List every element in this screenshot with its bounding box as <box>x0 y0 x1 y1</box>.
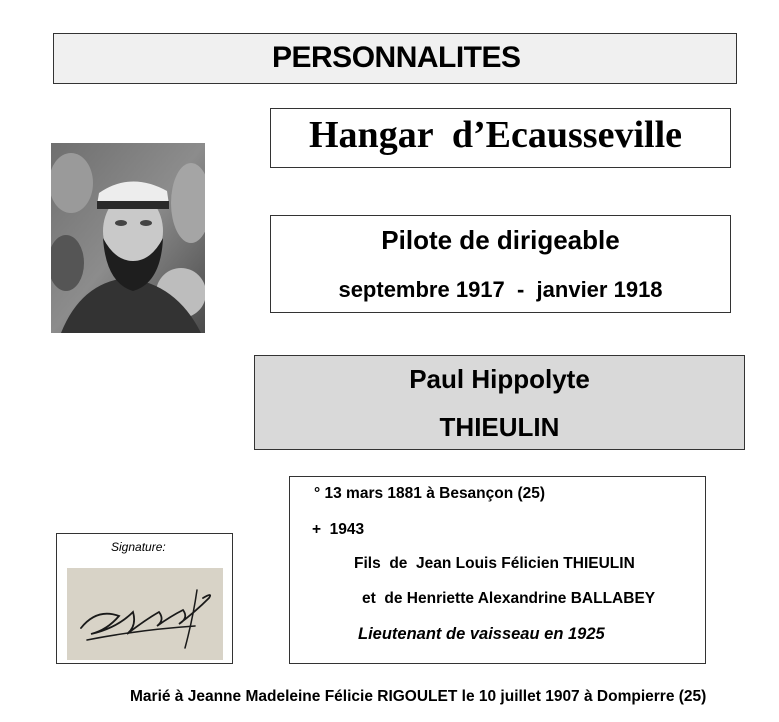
role-period: septembre 1917 - janvier 1918 <box>338 277 663 302</box>
father-text: Fils de Jean Louis Félicien THIEULIN <box>354 555 635 572</box>
signature-box <box>56 533 233 664</box>
portrait-photo <box>51 143 205 333</box>
person-first-names: Paul Hippolyte <box>409 364 590 394</box>
marriage-footer: Marié à Jeanne Madeleine Félicie RIGOULET le 10 juillet 1907 à Dompierre (25) <box>130 688 707 705</box>
page-title: PERSONNALITES <box>272 41 521 74</box>
name-box <box>254 355 745 450</box>
rank-text: Lieutenant de vaisseau en 1925 <box>358 625 605 643</box>
mother-text: et de Henriette Alexandrine BALLABEY <box>362 590 656 607</box>
header-banner <box>53 33 737 84</box>
death-text: + 1943 <box>312 521 365 538</box>
signature-image <box>67 568 223 660</box>
role-title: Pilote de dirigeable <box>381 225 620 255</box>
role-box <box>270 215 731 313</box>
birth-text: ° 13 mars 1881 à Besançon (25) <box>314 485 546 502</box>
location-title: Hangar d’Ecausseville <box>309 114 682 156</box>
biography-box <box>289 476 706 664</box>
person-surname: THIEULIN <box>439 412 560 442</box>
signature-label: Signature: <box>111 540 166 554</box>
location-title-box <box>270 108 731 168</box>
